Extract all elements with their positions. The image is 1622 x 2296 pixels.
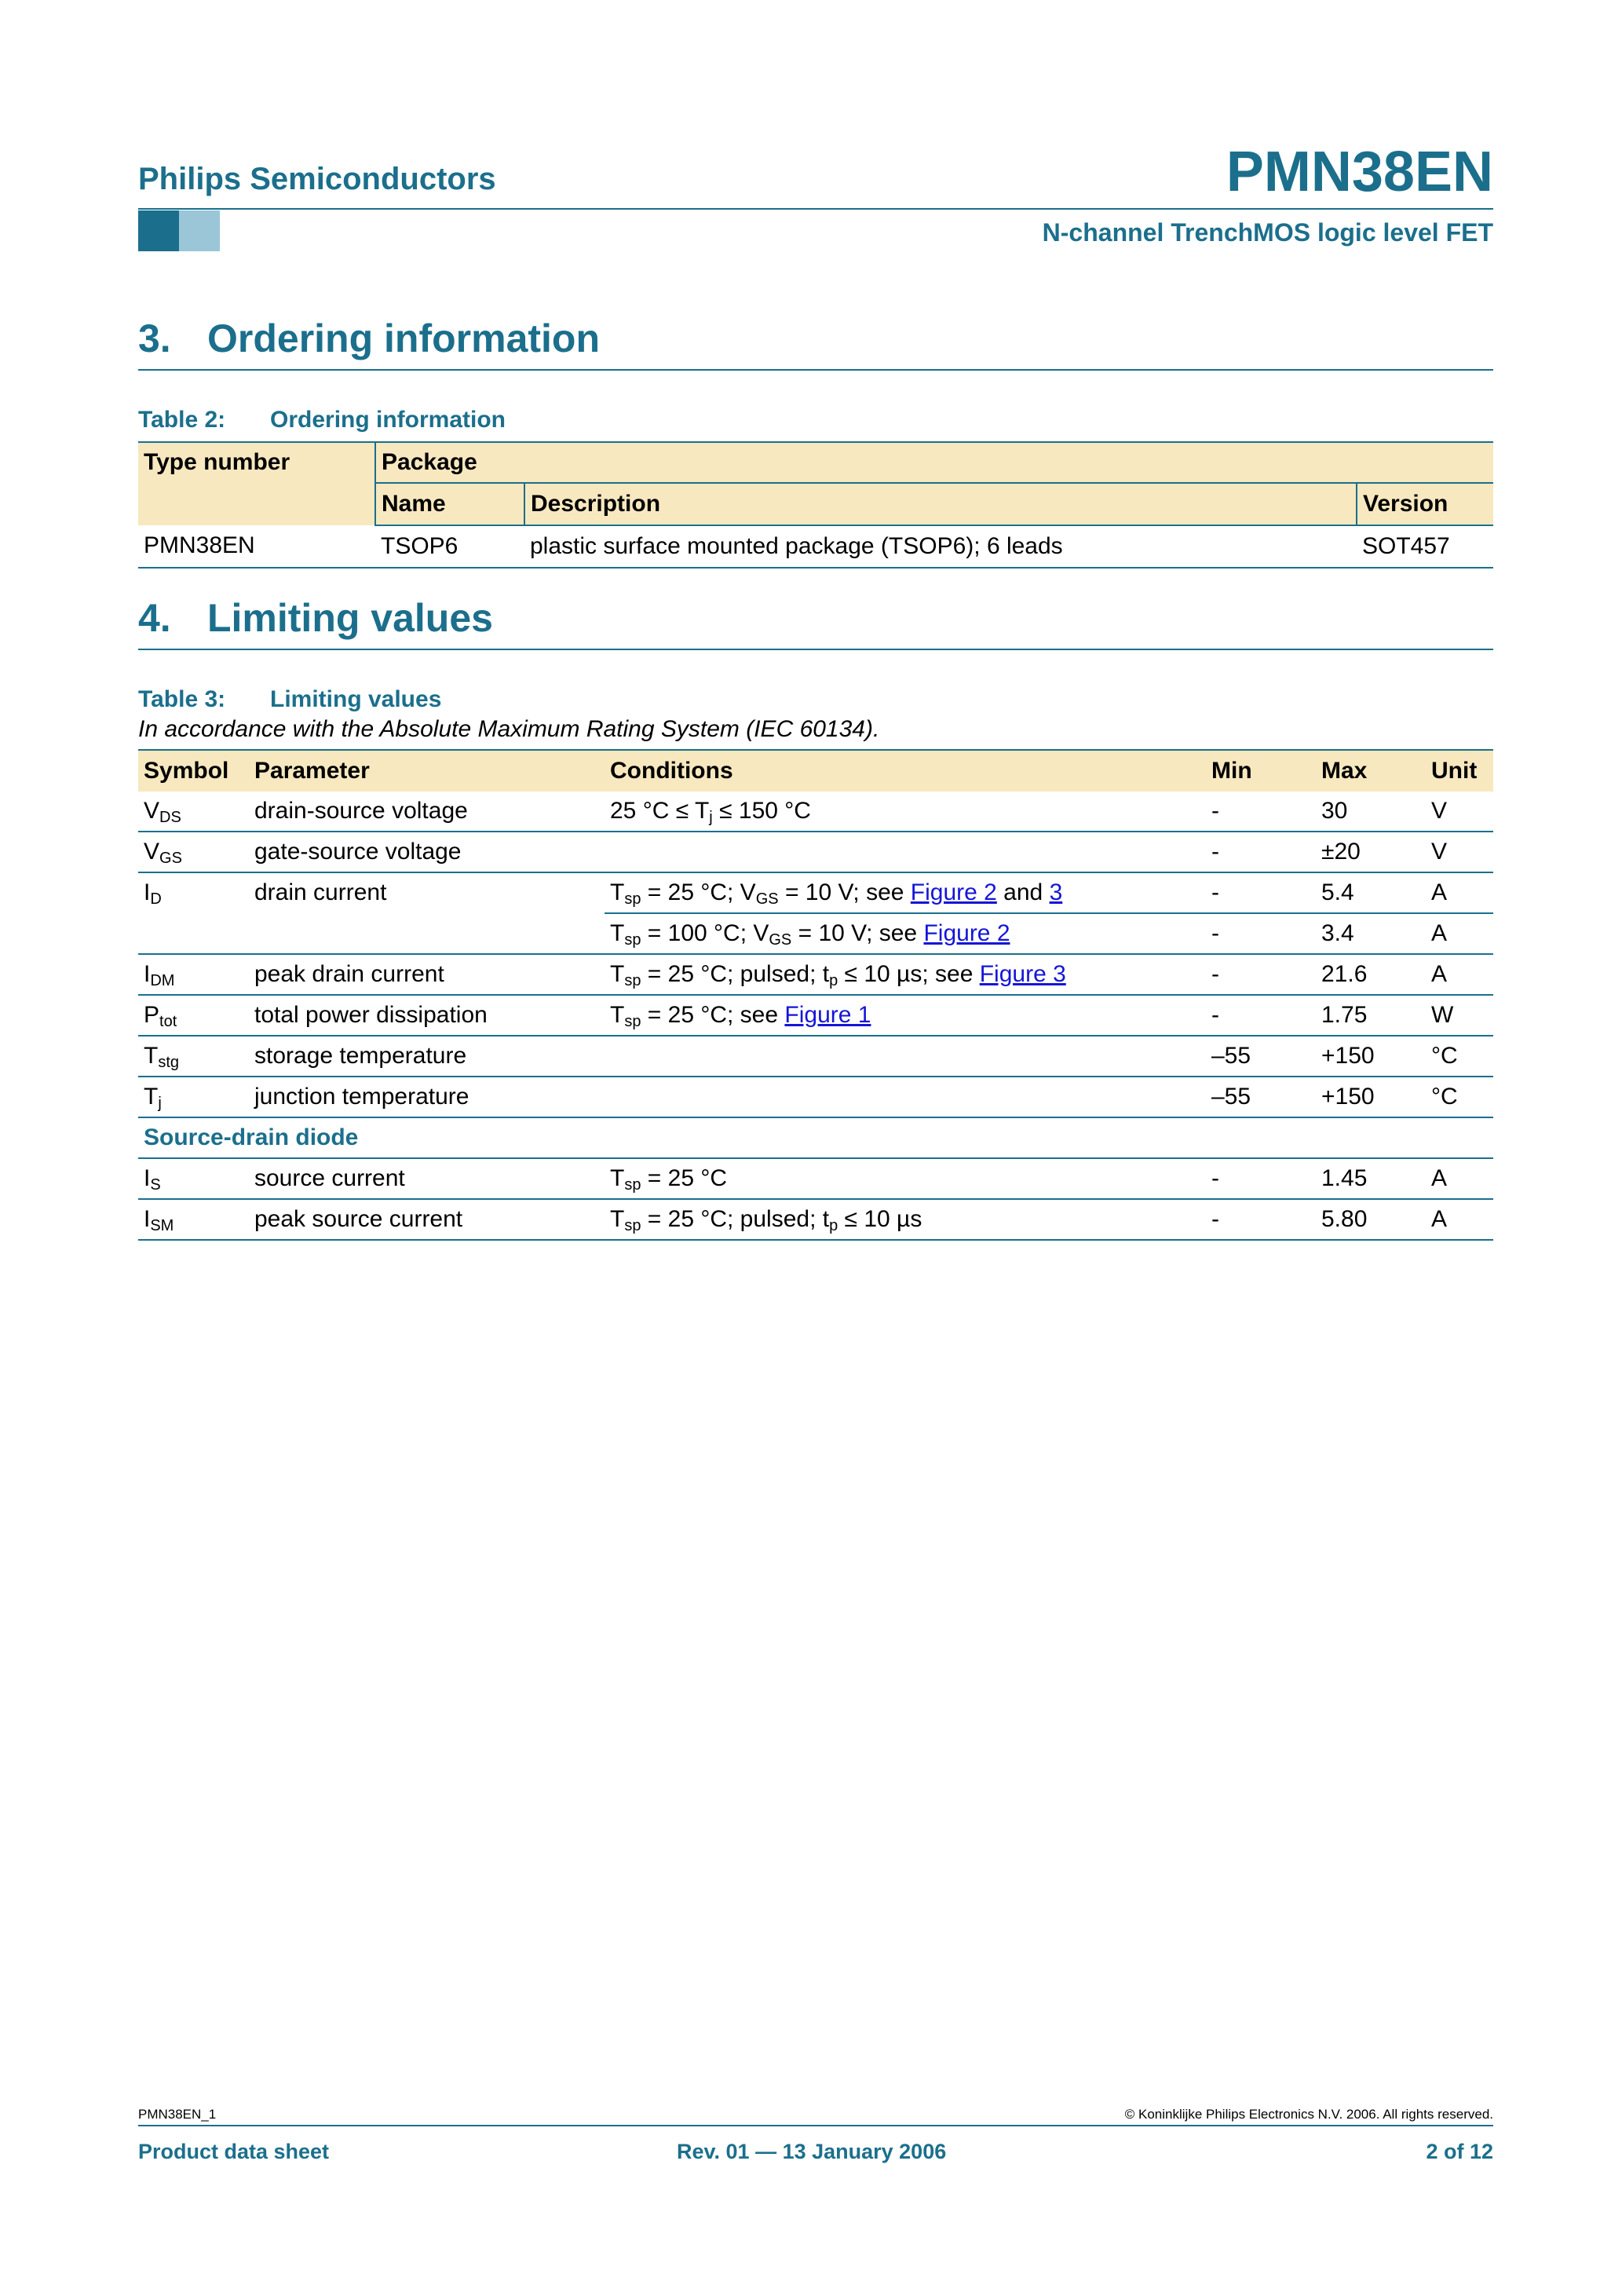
- cell-unit: A: [1426, 954, 1493, 995]
- cell-max: 3.4: [1316, 913, 1426, 954]
- section-title: Ordering information: [207, 316, 600, 360]
- cell-symbol: $I_D$: [144, 879, 162, 908]
- cell-conditions: $T_{sp} = 25$ °C: [605, 1158, 1206, 1199]
- cell-min: -: [1206, 954, 1316, 995]
- column-header-unit: Unit: [1426, 750, 1493, 792]
- cell-min: –55: [1206, 1077, 1316, 1117]
- cell-parameter: total power dissipation: [249, 995, 605, 1036]
- logo-square-dark: [138, 210, 179, 251]
- cell-parameter: drain current: [254, 879, 387, 905]
- cell-parameter: peak source current: [249, 1199, 605, 1240]
- table-caption: [138, 686, 441, 713]
- cell-min: –55: [1206, 1036, 1316, 1077]
- cell-description: plastic surface mounted package (TSOP6); 6 leads: [530, 533, 1063, 559]
- cell-symbol: $P_{tot}$: [138, 995, 249, 1036]
- cell-conditions: [605, 1036, 1206, 1077]
- page-number: 2 of 12: [1426, 2140, 1493, 2163]
- cell-symbol: $I_{SM}$: [138, 1199, 249, 1240]
- section-number: 4.: [138, 596, 171, 640]
- column-header-symbol: Symbol: [138, 750, 249, 792]
- group-heading-source-drain: Source-drain diode: [138, 1117, 1493, 1158]
- column-header-description: Description: [524, 483, 1357, 525]
- cell-unit: A: [1426, 913, 1493, 954]
- cell-min: -: [1206, 913, 1316, 954]
- figure-2-link[interactable]: Figure 2: [923, 920, 1010, 946]
- cell-conditions: 25 $^\circ C \le T_j \le 150$ °C: [605, 792, 1206, 832]
- cell-symbol: $T_j$: [138, 1077, 249, 1117]
- table-row: [138, 995, 1493, 1036]
- cell-unit: °C: [1426, 1077, 1493, 1117]
- cell-max: 1.75: [1316, 995, 1426, 1036]
- footer-rule: [138, 2125, 1493, 2126]
- cell-unit: V: [1426, 792, 1493, 832]
- cell-parameter: storage temperature: [249, 1036, 605, 1077]
- section-title: Limiting values: [207, 596, 493, 640]
- cell-conditions: $T_{sp} = 25$ °C; $V_{GS} = 10$ V; see Figure 2 and 3: [605, 872, 1206, 913]
- copyright: © Koninklijke Philips Electronics N.V. 2006. All rights reserved.: [1124, 2107, 1493, 2122]
- cell-parameter: [249, 913, 605, 954]
- table-row: [138, 792, 1493, 832]
- product-title: PMN38EN: [1226, 141, 1493, 203]
- cell-min: -: [1206, 995, 1316, 1036]
- cell-unit: °C: [1426, 1036, 1493, 1077]
- cell-min: -: [1206, 1199, 1316, 1240]
- cell-max: ±20: [1316, 832, 1426, 872]
- table-row: [138, 1036, 1493, 1077]
- figure-1-link[interactable]: Figure 1: [784, 1002, 871, 1028]
- cell-parameter: source current: [249, 1158, 605, 1199]
- table-row: [138, 1077, 1493, 1117]
- cell-min: -: [1206, 832, 1316, 872]
- table-title: Limiting values: [270, 686, 442, 712]
- cell-conditions: [605, 832, 1206, 872]
- cell-symbol: [138, 913, 249, 954]
- table-label: Table 2:: [138, 407, 226, 433]
- cell-parameter: gate-source voltage: [249, 832, 605, 872]
- cell-max: 21.6: [1316, 954, 1426, 995]
- product-subtitle: N-channel TrenchMOS logic level FET: [1042, 218, 1493, 247]
- cell-conditions: [605, 1077, 1206, 1117]
- table-row: [138, 1199, 1493, 1240]
- figure-3-link[interactable]: 3: [1049, 879, 1063, 905]
- cell-conditions: $T_{sp} = 25$ °C; see Figure 1: [605, 995, 1206, 1036]
- cell-unit: V: [1426, 832, 1493, 872]
- column-header-version: Version: [1357, 483, 1493, 525]
- cell-conditions: $T_{sp} = 25$ °C; pulsed; $t_p \le 10$ µs: [605, 1199, 1206, 1240]
- company-name: Philips Semiconductors: [138, 162, 496, 196]
- cell-min: -: [1206, 1158, 1316, 1199]
- column-header-parameter: Parameter: [249, 750, 605, 792]
- table-row: [138, 525, 1493, 568]
- column-header-max: Max: [1316, 750, 1426, 792]
- section-heading-limiting: [138, 595, 1493, 650]
- column-header-type: Type number: [138, 442, 375, 525]
- column-header-conditions: Conditions: [605, 750, 1206, 792]
- cell-parameter: peak drain current: [249, 954, 605, 995]
- section-heading-ordering: [138, 316, 1493, 371]
- cell-unit: A: [1426, 1158, 1493, 1199]
- column-header-package: Package: [375, 442, 1493, 483]
- cell-parameter: junction temperature: [249, 1077, 605, 1117]
- table-caption: [138, 407, 506, 433]
- figure-2-link[interactable]: Figure 2: [910, 879, 997, 905]
- cell-conditions: $T_{sp} = 100$ °C; $V_{GS} = 10$ V; see Figure 2: [605, 913, 1206, 954]
- section-number: 3.: [138, 316, 171, 360]
- table-row: [138, 1158, 1493, 1199]
- document-type: Product data sheet: [138, 2140, 330, 2163]
- cell-version: SOT457: [1362, 533, 1450, 559]
- table-label: Table 3:: [138, 686, 226, 712]
- cell-symbol: $T_{stg}$: [138, 1036, 249, 1077]
- cell-symbol: $I_S$: [138, 1158, 249, 1199]
- cell-min: -: [1206, 872, 1316, 913]
- ordering-table: [138, 441, 1493, 569]
- limiting-values-table: [138, 749, 1493, 1241]
- table-row: [138, 832, 1493, 872]
- revision: Rev. 01 — 13 January 2006: [677, 2140, 947, 2163]
- cell-max: 5.4: [1316, 872, 1426, 913]
- cell-symbol: $V_{GS}$: [138, 832, 249, 872]
- cell-max: 5.80: [1316, 1199, 1426, 1240]
- table-group-row: [138, 1117, 1493, 1158]
- document-reference: PMN38EN_1: [138, 2107, 217, 2122]
- cell-max: 30: [1316, 792, 1426, 832]
- cell-max: 1.45: [1316, 1158, 1426, 1199]
- cell-conditions: $T_{sp} = 25$ °C; pulsed; $t_p \le 10$ µs; see Figure 3: [605, 954, 1206, 995]
- cell-unit: W: [1426, 995, 1493, 1036]
- table-row: [138, 913, 1493, 954]
- table-row: [138, 872, 1493, 913]
- cell-unit: A: [1426, 872, 1493, 913]
- figure-3-link[interactable]: Figure 3: [979, 961, 1066, 987]
- cell-max: +150: [1316, 1077, 1426, 1117]
- cell-symbol: $V_{DS}$: [138, 792, 249, 832]
- column-header-min: Min: [1206, 750, 1316, 792]
- cell-type: PMN38EN: [144, 532, 255, 558]
- cell-unit: A: [1426, 1199, 1493, 1240]
- logo-square-light: [179, 210, 220, 251]
- cell-name: TSOP6: [381, 533, 458, 559]
- header-rule: [138, 208, 1493, 210]
- cell-max: +150: [1316, 1036, 1426, 1077]
- table-row: [138, 954, 1493, 995]
- column-header-name: Name: [375, 483, 524, 525]
- cell-parameter: drain-source voltage: [249, 792, 605, 832]
- cell-symbol: $I_{DM}$: [138, 954, 249, 995]
- table-note: In accordance with the Absolute Maximum Rating System (IEC 60134).: [138, 716, 880, 742]
- table-title: Ordering information: [270, 407, 506, 433]
- cell-min: -: [1206, 792, 1316, 832]
